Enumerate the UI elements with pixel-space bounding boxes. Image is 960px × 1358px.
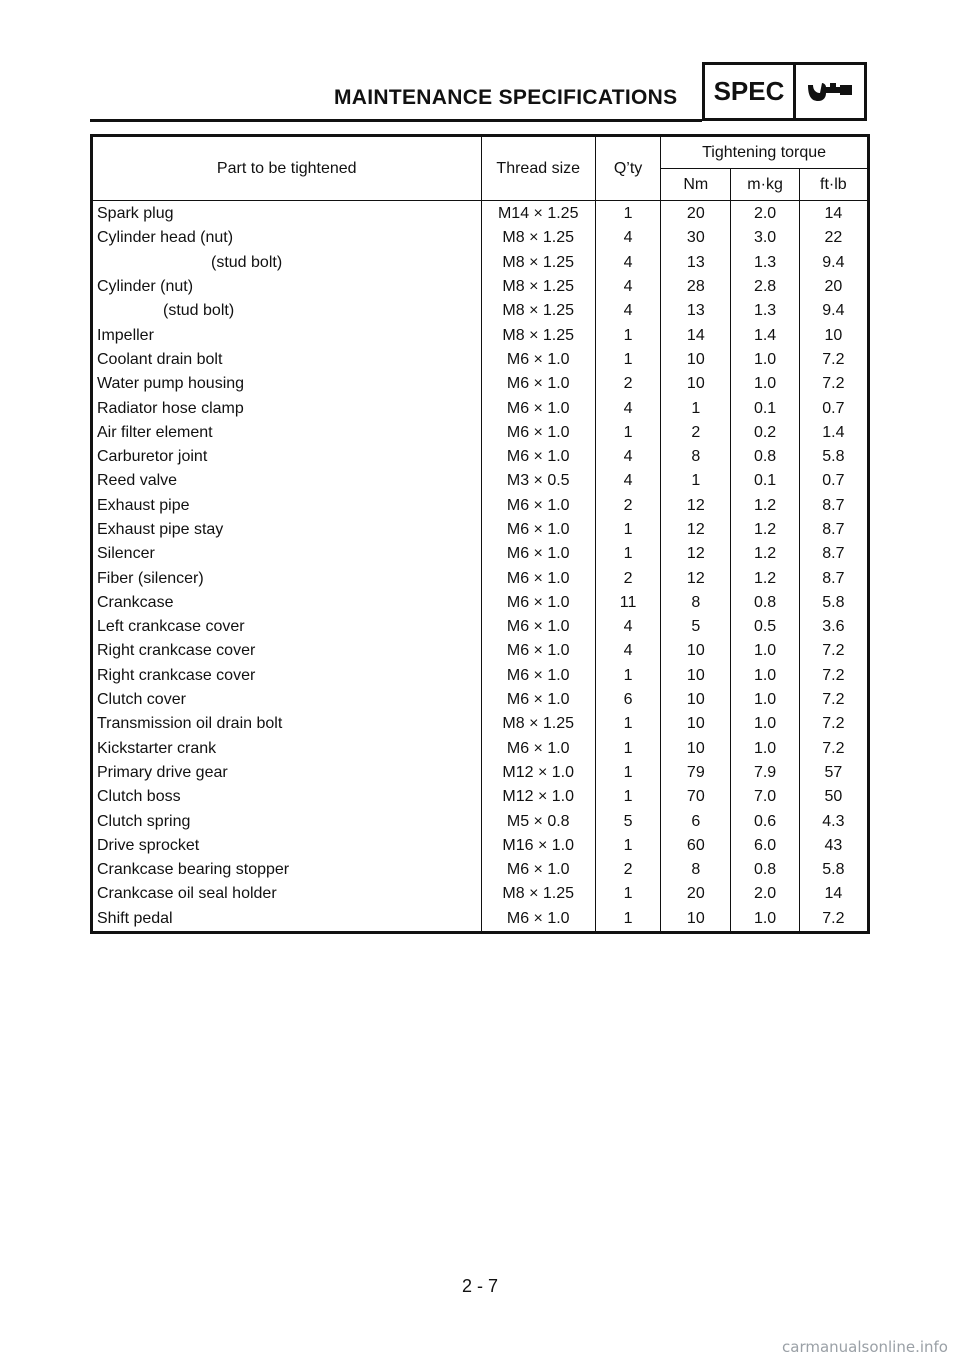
thread-cell: M8 × 1.25 bbox=[481, 882, 595, 906]
part-cell: (stud bolt) bbox=[92, 299, 482, 323]
ftlb-cell: 0.7 bbox=[822, 472, 845, 490]
part-cell: Reed valve bbox=[92, 469, 482, 493]
nm-cell: 10 bbox=[661, 688, 731, 712]
ftlb-cell: 9.4 bbox=[822, 302, 845, 320]
mkg-cell: 0.6 bbox=[731, 809, 799, 833]
mkg-cell: 1.2 bbox=[731, 494, 799, 518]
part-cell: Clutch spring bbox=[92, 809, 482, 833]
table-row bbox=[92, 737, 869, 761]
thread-cell: M8 × 1.25 bbox=[481, 251, 595, 275]
ftlb-cell: 5.8 bbox=[822, 448, 845, 466]
ftlb-cell: 22 bbox=[824, 229, 843, 247]
table-row bbox=[92, 688, 869, 712]
part-cell: Crankcase oil seal holder bbox=[92, 882, 482, 906]
mkg-cell: 0.2 bbox=[731, 421, 799, 445]
table-row bbox=[92, 615, 869, 639]
part-cell: Silencer bbox=[92, 542, 482, 566]
ftlb-cell: 5.8 bbox=[822, 593, 845, 611]
qty-cell: 1 bbox=[595, 518, 660, 542]
part-cell: Cylinder head (nut) bbox=[92, 226, 482, 250]
nm-cell: 13 bbox=[661, 251, 731, 275]
ftlb-cell: 9.4 bbox=[822, 253, 845, 271]
ftlb-cell: 10 bbox=[824, 326, 843, 344]
table-row bbox=[92, 348, 869, 372]
part-cell: Right crankcase cover bbox=[92, 639, 482, 663]
col-thread-header: Thread size bbox=[481, 136, 595, 201]
nm-cell: 10 bbox=[661, 737, 731, 761]
nm-cell: 12 bbox=[661, 542, 731, 566]
page-number: 2 - 7 bbox=[461, 1276, 499, 1296]
thread-cell: M8 × 1.25 bbox=[481, 299, 595, 323]
mkg-cell: 1.0 bbox=[731, 712, 799, 736]
mkg-cell: 7.0 bbox=[731, 785, 799, 809]
mkg-cell: 0.8 bbox=[731, 591, 799, 615]
qty-cell: 5 bbox=[595, 809, 660, 833]
qty-cell: 1 bbox=[595, 785, 660, 809]
part-cell: Air filter element bbox=[92, 421, 482, 445]
ftlb-cell: 14 bbox=[824, 205, 843, 223]
thread-cell: M12 × 1.0 bbox=[481, 785, 595, 809]
tightening-torque-table bbox=[90, 134, 870, 934]
part-cell: Shift pedal bbox=[92, 907, 482, 933]
qty-cell: 1 bbox=[595, 882, 660, 906]
mkg-cell: 1.0 bbox=[731, 907, 799, 933]
table-row bbox=[92, 785, 869, 809]
nm-cell: 79 bbox=[661, 761, 731, 785]
mkg-cell: 0.1 bbox=[731, 396, 799, 420]
thread-cell: M8 × 1.25 bbox=[481, 323, 595, 347]
mkg-cell: 3.0 bbox=[731, 226, 799, 250]
table-row bbox=[92, 251, 869, 275]
thread-cell: M6 × 1.0 bbox=[481, 737, 595, 761]
qty-cell: 4 bbox=[595, 226, 660, 250]
table-row bbox=[92, 664, 869, 688]
ftlb-cell: 7.2 bbox=[822, 642, 845, 660]
table-row bbox=[92, 372, 869, 396]
table-row bbox=[92, 858, 869, 882]
qty-cell: 1 bbox=[595, 421, 660, 445]
thread-cell: M6 × 1.0 bbox=[481, 542, 595, 566]
qty-cell: 4 bbox=[595, 469, 660, 493]
table-row bbox=[92, 882, 869, 906]
mkg-cell: 0.5 bbox=[731, 615, 799, 639]
thread-cell: M6 × 1.0 bbox=[481, 372, 595, 396]
mkg-cell: 2.0 bbox=[731, 882, 799, 906]
nm-cell: 1 bbox=[661, 396, 731, 420]
mkg-cell: 0.1 bbox=[731, 469, 799, 493]
nm-cell: 30 bbox=[661, 226, 731, 250]
nm-cell: 13 bbox=[661, 299, 731, 323]
thread-cell: M6 × 1.0 bbox=[481, 688, 595, 712]
ftlb-cell: 14 bbox=[824, 885, 843, 903]
ftlb-cell: 3.6 bbox=[822, 618, 845, 636]
mkg-cell: 1.4 bbox=[731, 323, 799, 347]
part-cell: (stud bolt) bbox=[92, 251, 482, 275]
ftlb-cell: 7.2 bbox=[822, 909, 845, 927]
ftlb-cell: 1.4 bbox=[822, 423, 845, 441]
thread-cell: M6 × 1.0 bbox=[481, 421, 595, 445]
part-cell: Cylinder (nut) bbox=[92, 275, 482, 299]
nm-cell: 20 bbox=[661, 201, 731, 227]
nm-cell: 6 bbox=[661, 809, 731, 833]
mkg-cell: 7.9 bbox=[731, 761, 799, 785]
thread-cell: M8 × 1.25 bbox=[481, 275, 595, 299]
ftlb-cell: 7.2 bbox=[822, 715, 845, 733]
nm-cell: 10 bbox=[661, 348, 731, 372]
qty-cell: 4 bbox=[595, 275, 660, 299]
mkg-cell: 1.2 bbox=[731, 542, 799, 566]
ftlb-cell: 8.7 bbox=[822, 569, 845, 587]
spec-badge bbox=[702, 62, 867, 121]
col-torque-header: Tightening torque bbox=[661, 136, 869, 169]
nm-cell: 1 bbox=[661, 469, 731, 493]
nm-cell: 10 bbox=[661, 712, 731, 736]
part-cell: Radiator hose clamp bbox=[92, 396, 482, 420]
part-cell: Impeller bbox=[92, 323, 482, 347]
qty-cell: 1 bbox=[595, 664, 660, 688]
nm-cell: 12 bbox=[661, 494, 731, 518]
nm-cell: 2 bbox=[661, 421, 731, 445]
nm-cell: 12 bbox=[661, 566, 731, 590]
ftlb-cell: 7.2 bbox=[822, 739, 845, 757]
table-body bbox=[92, 201, 869, 933]
mkg-cell: 0.8 bbox=[731, 858, 799, 882]
qty-cell: 2 bbox=[595, 494, 660, 518]
table-row bbox=[92, 494, 869, 518]
table-row bbox=[92, 809, 869, 833]
part-cell: Carburetor joint bbox=[92, 445, 482, 469]
nm-cell: 20 bbox=[661, 882, 731, 906]
mkg-cell: 1.0 bbox=[731, 737, 799, 761]
mkg-cell: 2.8 bbox=[731, 275, 799, 299]
thread-cell: M6 × 1.0 bbox=[481, 566, 595, 590]
nm-cell: 12 bbox=[661, 518, 731, 542]
part-cell: Transmission oil drain bolt bbox=[92, 712, 482, 736]
qty-cell: 1 bbox=[595, 542, 660, 566]
part-cell: Coolant drain bolt bbox=[92, 348, 482, 372]
part-cell: Water pump housing bbox=[92, 372, 482, 396]
nm-cell: 10 bbox=[661, 639, 731, 663]
table-row bbox=[92, 226, 869, 250]
qty-cell: 1 bbox=[595, 348, 660, 372]
wrench-icon bbox=[796, 65, 864, 118]
part-cell: Clutch boss bbox=[92, 785, 482, 809]
part-cell: Spark plug bbox=[92, 201, 482, 227]
title-underline bbox=[90, 119, 702, 122]
col-part-header: Part to be tightened bbox=[92, 136, 482, 201]
unit-nm-header: Nm bbox=[661, 169, 731, 201]
ftlb-cell: 7.2 bbox=[822, 666, 845, 684]
table-row bbox=[92, 761, 869, 785]
part-cell: Fiber (silencer) bbox=[92, 566, 482, 590]
ftlb-cell: 8.7 bbox=[822, 496, 845, 514]
table-row bbox=[92, 201, 869, 227]
table-row bbox=[92, 907, 869, 933]
page-title: MAINTENANCE SPECIFICATIONS bbox=[334, 86, 678, 109]
table-row bbox=[92, 542, 869, 566]
ftlb-cell: 8.7 bbox=[822, 521, 845, 538]
thread-cell: M14 × 1.25 bbox=[481, 201, 595, 227]
thread-cell: M6 × 1.0 bbox=[481, 348, 595, 372]
qty-cell: 1 bbox=[595, 834, 660, 858]
mkg-cell: 1.0 bbox=[731, 639, 799, 663]
table-row bbox=[92, 421, 869, 445]
thread-cell: M6 × 1.0 bbox=[481, 907, 595, 933]
nm-cell: 10 bbox=[661, 664, 731, 688]
part-cell: Clutch cover bbox=[92, 688, 482, 712]
table-row bbox=[92, 639, 869, 663]
part-cell: Crankcase bearing stopper bbox=[92, 858, 482, 882]
thread-cell: M6 × 1.0 bbox=[481, 591, 595, 615]
thread-cell: M6 × 1.0 bbox=[481, 858, 595, 882]
qty-cell: 2 bbox=[595, 566, 660, 590]
table-row bbox=[92, 323, 869, 347]
thread-cell: M6 × 1.0 bbox=[481, 664, 595, 688]
thread-cell: M6 × 1.0 bbox=[481, 396, 595, 420]
qty-cell: 4 bbox=[595, 615, 660, 639]
watermark: carmanualsonline.info bbox=[782, 1338, 948, 1356]
unit-ftlb-header: ft·lb bbox=[799, 169, 868, 201]
part-cell: Crankcase bbox=[92, 591, 482, 615]
nm-cell: 10 bbox=[661, 372, 731, 396]
table-row bbox=[92, 445, 869, 469]
thread-cell: M6 × 1.0 bbox=[481, 615, 595, 639]
qty-cell: 4 bbox=[595, 396, 660, 420]
ftlb-cell: 5.8 bbox=[822, 861, 845, 879]
table-row bbox=[92, 834, 869, 858]
ftlb-cell: 7.2 bbox=[822, 691, 845, 709]
mkg-cell: 0.8 bbox=[731, 445, 799, 469]
ftlb-cell: 0.7 bbox=[822, 399, 845, 417]
qty-cell: 11 bbox=[595, 591, 660, 615]
ftlb-cell: 50 bbox=[824, 788, 843, 806]
mkg-cell: 1.0 bbox=[731, 372, 799, 396]
unit-mkg-header: m·kg bbox=[731, 169, 799, 201]
thread-cell: M5 × 0.8 bbox=[481, 809, 595, 833]
qty-cell: 1 bbox=[595, 737, 660, 761]
table-row bbox=[92, 299, 869, 323]
spec-label: SPEC bbox=[705, 65, 796, 118]
part-cell: Drive sprocket bbox=[92, 834, 482, 858]
table-row bbox=[92, 275, 869, 299]
qty-cell: 4 bbox=[595, 251, 660, 275]
part-cell: Exhaust pipe bbox=[92, 494, 482, 518]
qty-cell: 4 bbox=[595, 639, 660, 663]
qty-cell: 1 bbox=[595, 907, 660, 933]
thread-cell: M12 × 1.0 bbox=[481, 761, 595, 785]
ftlb-cell: 57 bbox=[824, 763, 843, 781]
mkg-cell: 6.0 bbox=[731, 834, 799, 858]
mkg-cell: 1.0 bbox=[731, 688, 799, 712]
table-row bbox=[92, 591, 869, 615]
nm-cell: 60 bbox=[661, 834, 731, 858]
nm-cell: 8 bbox=[661, 858, 731, 882]
ftlb-cell: 43 bbox=[824, 836, 843, 854]
part-cell: Right crankcase cover bbox=[92, 664, 482, 688]
qty-cell: 4 bbox=[595, 445, 660, 469]
mkg-cell: 1.2 bbox=[731, 566, 799, 590]
ftlb-cell: 8.7 bbox=[822, 545, 845, 563]
thread-cell: M6 × 1.0 bbox=[481, 445, 595, 469]
table-row bbox=[92, 469, 869, 493]
nm-cell: 10 bbox=[661, 907, 731, 933]
thread-cell: M16 × 1.0 bbox=[481, 834, 595, 858]
qty-cell: 2 bbox=[595, 372, 660, 396]
thread-cell: M6 × 1.0 bbox=[481, 494, 595, 518]
part-cell: Primary drive gear bbox=[92, 761, 482, 785]
ftlb-cell: 20 bbox=[824, 278, 843, 296]
table-row bbox=[92, 518, 869, 542]
thread-cell: M6 × 1.0 bbox=[481, 639, 595, 663]
nm-cell: 14 bbox=[661, 323, 731, 347]
part-cell: Kickstarter crank bbox=[92, 737, 482, 761]
qty-cell: 1 bbox=[595, 712, 660, 736]
part-cell: Left crankcase cover bbox=[92, 615, 482, 639]
thread-cell: M3 × 0.5 bbox=[481, 469, 595, 493]
ftlb-cell: 4.3 bbox=[822, 812, 845, 830]
qty-cell: 4 bbox=[595, 299, 660, 323]
part-cell: Exhaust pipe stay bbox=[92, 518, 482, 542]
nm-cell: 5 bbox=[661, 615, 731, 639]
nm-cell: 70 bbox=[661, 785, 731, 809]
table-row bbox=[92, 566, 869, 590]
mkg-cell: 1.0 bbox=[731, 664, 799, 688]
thread-cell: M8 × 1.25 bbox=[481, 226, 595, 250]
qty-cell: 1 bbox=[595, 761, 660, 785]
thread-cell: M8 × 1.25 bbox=[481, 712, 595, 736]
col-qty-header: Q’ty bbox=[595, 136, 660, 201]
table-row bbox=[92, 396, 869, 420]
nm-cell: 8 bbox=[661, 445, 731, 469]
mkg-cell: 1.3 bbox=[731, 299, 799, 323]
ftlb-cell: 7.2 bbox=[822, 350, 845, 368]
nm-cell: 28 bbox=[661, 275, 731, 299]
ftlb-cell: 7.2 bbox=[822, 375, 845, 393]
nm-cell: 8 bbox=[661, 591, 731, 615]
mkg-cell: 1.0 bbox=[731, 348, 799, 372]
mkg-cell: 2.0 bbox=[731, 201, 799, 227]
table-row bbox=[92, 712, 869, 736]
qty-cell: 1 bbox=[595, 201, 660, 227]
thread-cell: M6 × 1.0 bbox=[481, 518, 595, 542]
qty-cell: 6 bbox=[595, 688, 660, 712]
qty-cell: 1 bbox=[595, 323, 660, 347]
qty-cell: 2 bbox=[595, 858, 660, 882]
mkg-cell: 1.3 bbox=[731, 251, 799, 275]
mkg-cell: 1.2 bbox=[731, 518, 799, 542]
